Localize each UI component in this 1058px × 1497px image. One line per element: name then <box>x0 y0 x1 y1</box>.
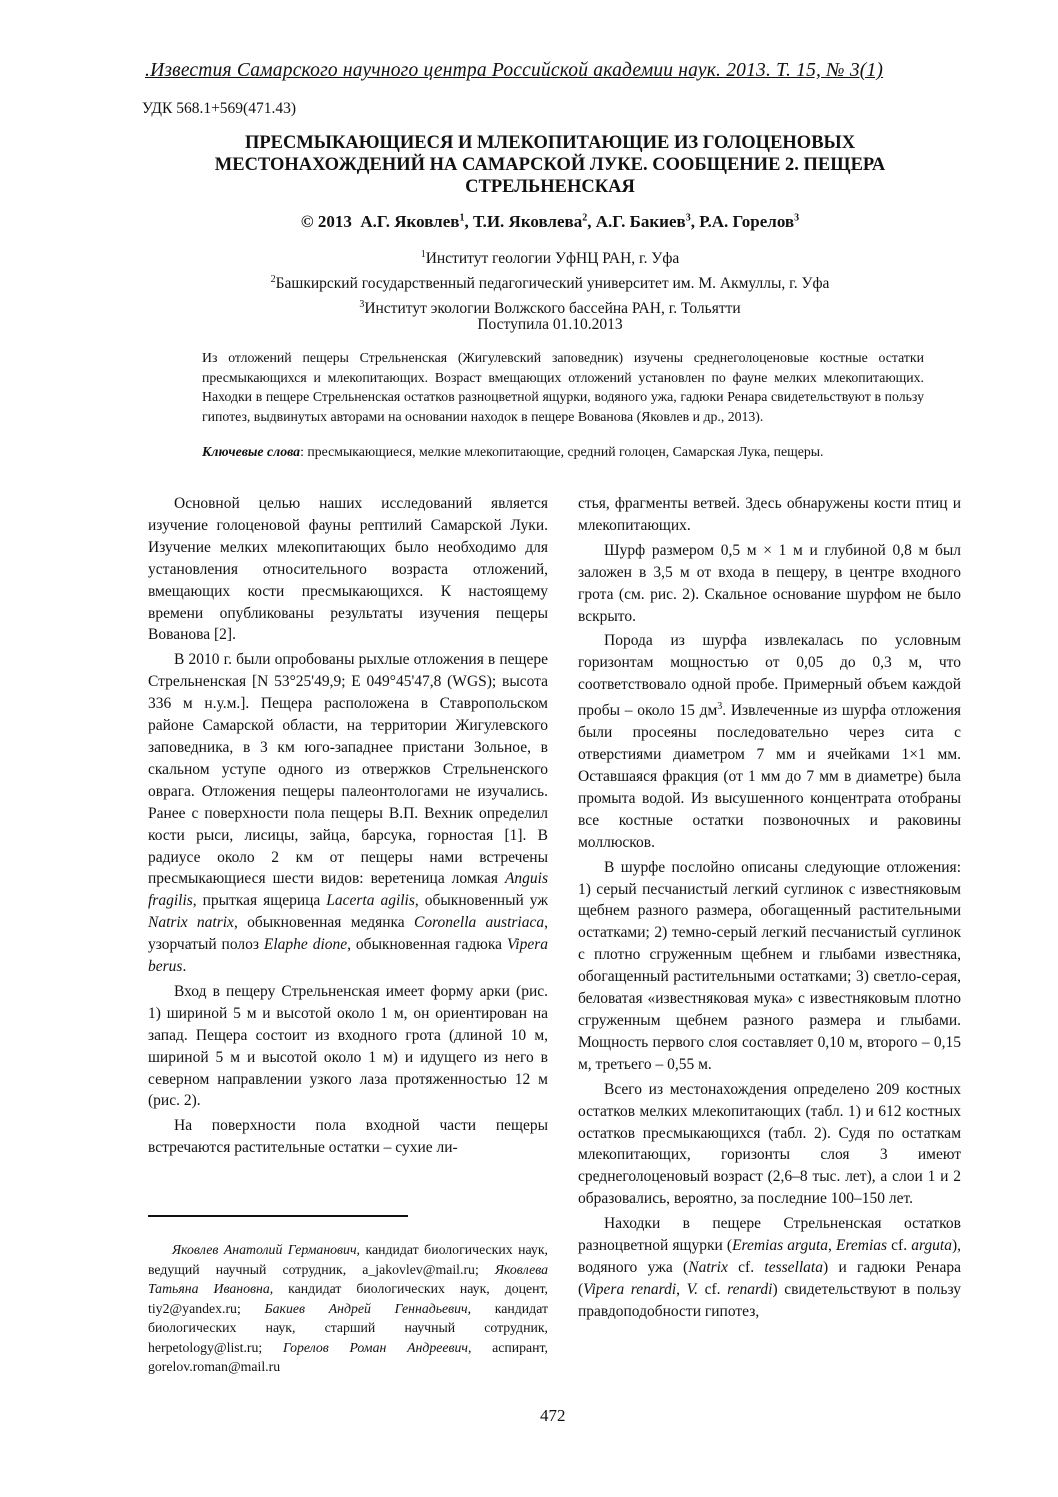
author: Р.А. Горелов <box>699 212 795 231</box>
paragraph: Основной целью наших исследований является изучение голоценовой фауны рептилий Самарской Луки. Изучение мелких млекопитающих было необходимо для установления относительного возраста отложений, вмещающих кости пресмыкающихся. К настоящему времени опубликованы результаты изучения пещеры Вованова [2]. <box>148 495 548 644</box>
title-line: МЕСТОНАХОЖДЕНИЙ НА САМАРСКОЙ ЛУКЕ. СООБЩЕНИЕ 2. ПЕЩЕРА <box>214 155 886 175</box>
paragraph: стья, фрагменты ветвей. Здесь обнаружены кости птиц и млекопитающих. <box>578 495 961 534</box>
affiliations <box>140 244 960 319</box>
paragraph: Шурф размером 0,5 м × 1 м и глубиной 0,8 м был заложен в 3,5 м от входа в пещеру, в центре входного грота (см. рис. 2). Скальное основание шурфом не было вскрыто. <box>578 541 961 625</box>
author-line: © 2013 А.Г. Яковлев$^1$, Т.И. Яковлева$^2$, А.Г. Бакиев$^3$, Р.А. Горелов$^3$ <box>300 212 800 231</box>
keywords-text: : пресмыкающиеся, мелкие млекопитающие, средний голоцен, Самарская Лука, пещеры. <box>300 444 824 459</box>
abstract: Из отложений пещеры Стрельненская (Жигулевский заповедник) изучены среднеголоценовые костные остатки пресмыкающихся и млекопитающих. Возраст вмещающих отложений установлен по фауне мелких млекопитающих. Находки в пещере Стрельненская остатков разноцветной ящурки, водяного ужа, гадюки Ренара свидетельствуют в пользу гипотез, выдвинутых авторами на основании находок в пещере Вованова (Яковлев и др., 2013). <box>202 350 924 424</box>
title-line: ПРЕСМЫКАЮЩИЕСЯ И МЛЕКОПИТАЮЩИЕ ИЗ ГОЛОЦЕНОВЫХ <box>244 133 856 153</box>
title-line: СТРЕЛЬНЕНСКАЯ <box>465 177 635 197</box>
keywords-label: Ключевые слова <box>202 444 301 459</box>
aff-marker: 3 <box>794 212 800 224</box>
author: А.Г. Яковлев <box>360 212 460 231</box>
keywords <box>202 444 924 460</box>
affiliation: $^3$Институт экологии Волжского бассейна РАН, г. Тольятти <box>359 299 741 318</box>
author: Т.И. Яковлева <box>472 212 583 231</box>
udk-code: УДК 568.1+569(471.43) <box>142 100 297 117</box>
aff-marker: 2 <box>582 212 588 224</box>
paragraph: Вход в пещеру Стрельненская имеет форму арки (рис. 1) шириной 5 м и высотой около 1 м, он ориентирован на запад. Пещера состоит из входного грота (длиной 10 м, шириной 5 м и высотой около 1 м) и идущего из него в северном направлении узкого лаза протяженностью 12 м (рис. 2). <box>148 982 548 1110</box>
copyright: © 2013 <box>300 212 352 231</box>
journal-header: .Известия Самарского научного центра Российской академии наук. 2013. Т. 15, № 3(1) <box>145 60 884 81</box>
paragraph: Всего из местонахождения определено 209 костных остатков мелких млекопитающих (табл. 1) и 612 костных остатков пресмыкающихся (табл. 2). Судя по остаткам млекопитающих, горизонты слоя 3 имеют среднеголоценовый возраст (2,6–8 тыс. лет), а слои 1 и 2 образовались, вероятно, за последние 100–150 лет. <box>578 1080 961 1208</box>
footnote-divider <box>148 1215 408 1217</box>
aff-marker: 1 <box>459 212 465 224</box>
page-number: 472 <box>540 1406 566 1425</box>
paragraph: На поверхности пола входной части пещеры встречаются растительные остатки – сухие ли- <box>148 1117 548 1157</box>
author: А.Г. Бакиев <box>595 212 686 231</box>
affiliation: $^2$Башкирский государственный педагогический университет им. М. Акмуллы, г. Уфа <box>270 274 830 293</box>
paragraph: В 2010 г. были опробованы рыхлые отложения в пещере Стрельненская [N 53°25'49,9; E 049°45'47,8 (WGS); высота 336 м н.у.м.]. Пещера расположена в Ставропольском районе Самарской области, на территории Жигулевского заповедника, в 3 км юго-западнее пристани Зольное, в скальном уступе одного из отвержков Стрельненского оврага. Отложения пещеры палеонтологами не изучались. Ранее с поверхности пола пещеры В.П. Вехник определил кости рыси, лисицы, зайца, барсука, горностая [1]. В радиусе около 2 км от пещеры нами встречены пресмыкающиеся шести видов: веретеница ломкая Anguis fragilis, прыткая ящерица Lacerta agilis, обыкновенный уж Natrix natrix, обыкновенная медянка Coronella austriaca, узорчатый полоз Elaphe dione, обыкновенная гадюка Vipera berus. <box>148 651 548 976</box>
received-date: Поступила 01.10.2013 <box>477 316 623 333</box>
paragraph: В шурфе послойно описаны следующие отложения: 1) серый песчанистый легкий суглинок с известняковым щебнем разного размера, обогащенный растительными остатками; 2) темно-серый легкий песчанистый суглинок с плотно сгруженным щебнем и глыбами известняка, обогащенный растительными остатками; 3) светло-серая, беловатая «известняковая мука» с известняковым плотно сгруженным щебнем разного размера и глыбами. Мощность первого слоя составляет 0,10 м, второго – 0,15 м, третьего – 0,55 м. <box>578 858 961 1073</box>
affiliation: $^1$Институт геологии УфНЦ РАН, г. Уфа <box>420 249 680 268</box>
paragraph: Порода из шурфа извлекалась по условным горизонтам мощностью от 0,05 до 0,3 м, что соответствовало одной пробе. Примерный объем каждой пробы – около 15 $дм^3$. Извлеченные из шурфа отложения были просеяны последовательно через сита с отверстиями диаметром 7 мм и ячейками 1×1 мм. Оставшаяся фракция (от 1 мм до 7 мм в диаметре) была промыта водой. Из высушенного концентрата отобраны все костные остатки позвоночных и раковины моллюсков. <box>578 632 961 851</box>
author-footnote: Яковлев Анатолий Германович, кандидат биологических наук, ведущий научный сотрудник, a_jakovlev@mail.ru; Яковлева Татьяна Ивановна, кандидат биологических наук, доцент, tiy2@yandex.ru; Бакиев Андрей Геннадьевич, кандидат биологических наук, старший научный сотрудник, herpetology@list.ru; Горелов Роман Андреевич, аспирант, gorelov.roman@mail.ru <box>148 1242 548 1374</box>
paragraph: Находки в пещере Стрельненская остатков разноцветной ящурки (Eremias arguta, Eremias cf. arguta), водяного ужа (Natrix cf. tessellata) и гадюки Ренара (Vipera renardi, V. cf. renardi) свидетельствуют в пользу правдоподобности гипотез, <box>578 1215 962 1320</box>
aff-marker: 3 <box>685 212 691 224</box>
article-title <box>140 132 960 198</box>
body-column-right <box>578 493 961 1323</box>
body-column-left <box>148 493 548 1159</box>
